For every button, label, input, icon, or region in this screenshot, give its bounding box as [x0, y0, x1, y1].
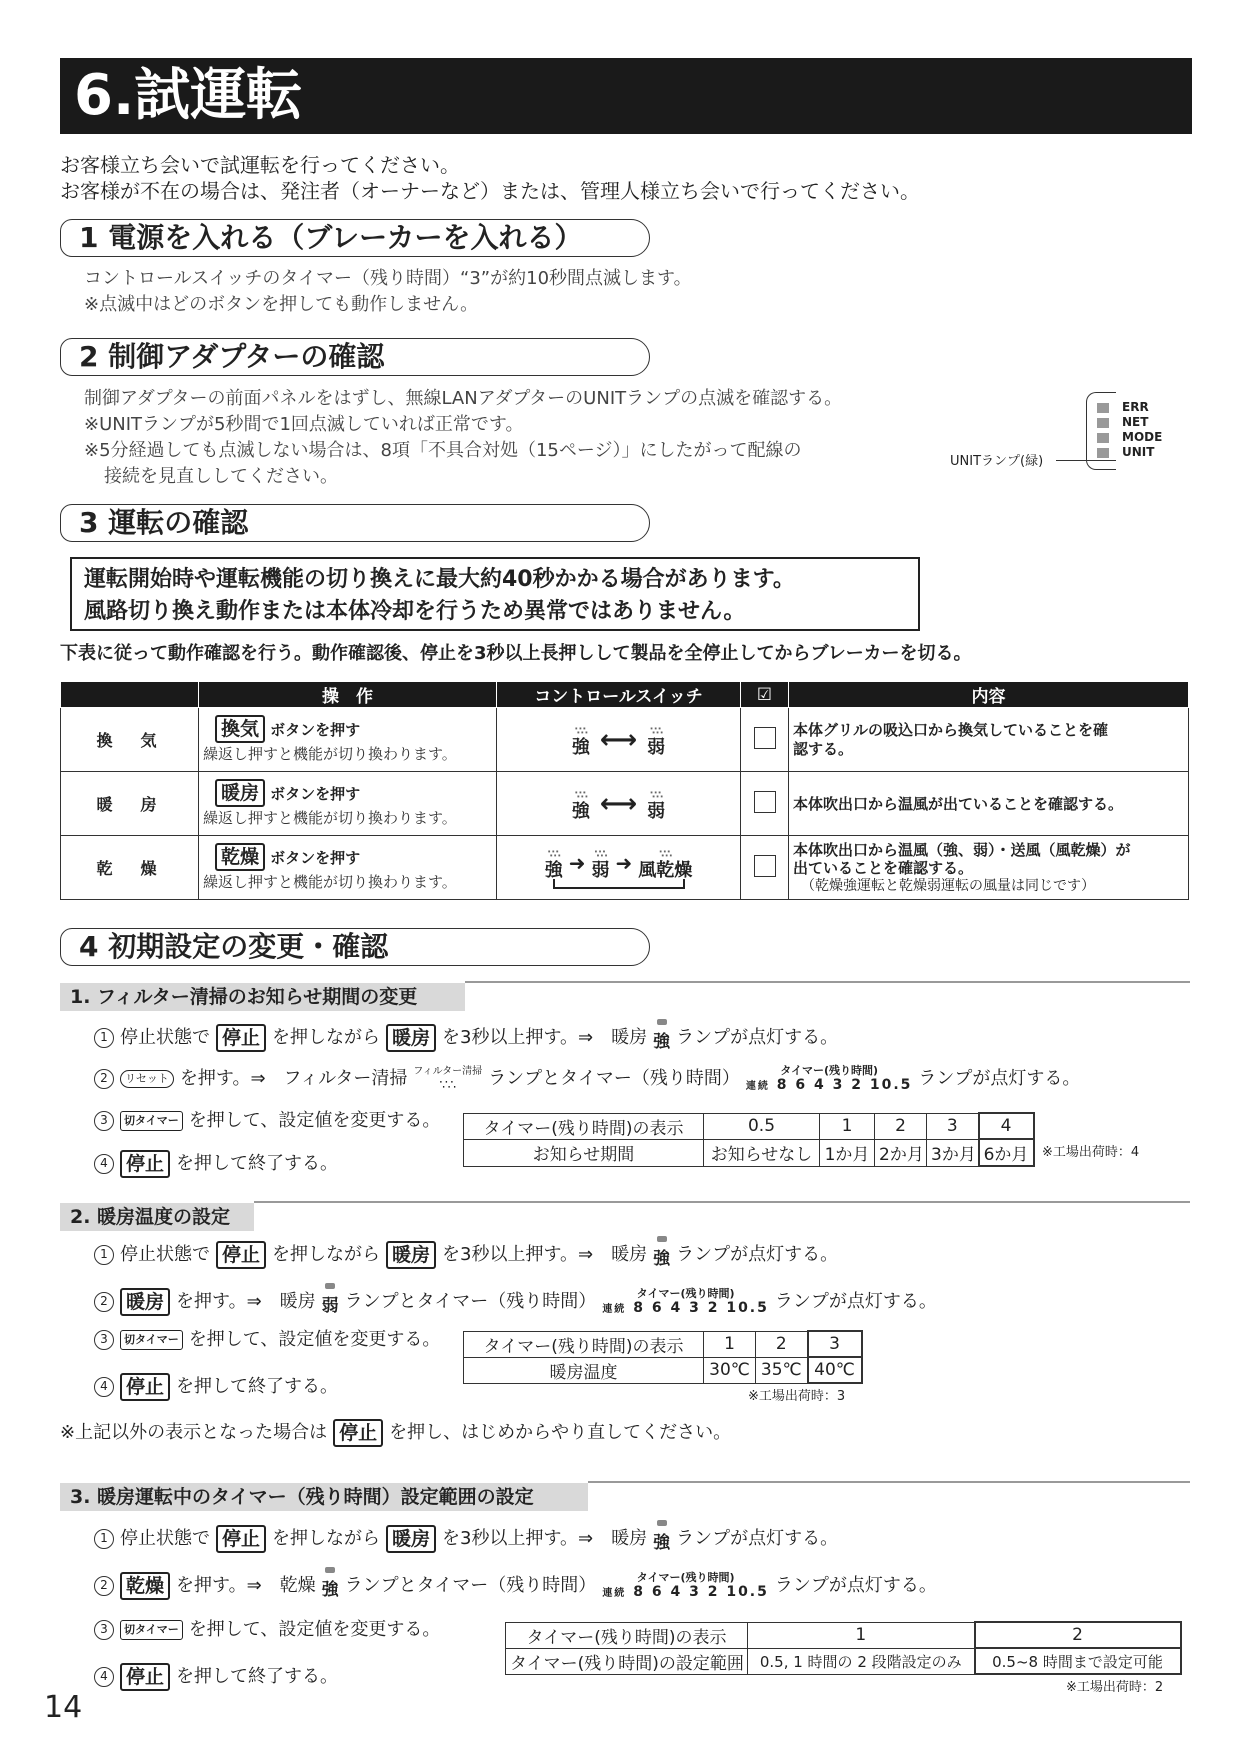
danbo-key-button[interactable]: 暖房: [215, 779, 265, 807]
step-text: を押す。⇒ 暖房: [176, 1291, 316, 1312]
push-label: ボタンを押す: [270, 785, 361, 803]
control-cell: [497, 836, 741, 900]
s2-line-3: ※5分経過しても点滅しない場合は、8項「不具合対処（15ページ）」にしたがって配線の: [84, 440, 802, 461]
operation-check-table: [60, 681, 1189, 900]
table-row: タイマー(残り時間)の表示 1 2 3: [464, 1331, 862, 1357]
check-cell: [741, 708, 789, 772]
step-number: 1: [94, 1245, 114, 1265]
sub3-heading: 3. 暖房運転中のタイマー（残り時間）設定範囲の設定: [60, 1483, 588, 1511]
danbo-button[interactable]: 暖房: [120, 1288, 170, 1316]
sub3-step-2: [94, 1567, 937, 1605]
intro-line-2: お客様が不在の場合は、発注者（オーナーなど）または、管理人様立ち会いで行ってください。: [60, 179, 920, 203]
danbo-button[interactable]: 暖房: [386, 1024, 436, 1052]
step-text: 停止状態で: [120, 1244, 210, 1265]
step-text: を押しながら: [272, 1244, 381, 1265]
section-4-heading: [60, 928, 650, 966]
lamp-strong-icon: ∵∴ 強: [571, 725, 590, 758]
lamp-weak-icon: 弱: [322, 1283, 339, 1321]
s2-line-4: 接続を見直ししてください。: [104, 466, 338, 487]
step-number: 3: [94, 1330, 114, 1350]
section-4-title: 初期設定の変更・確認: [108, 930, 389, 963]
mode-led: [1097, 433, 1109, 443]
stop-button[interactable]: 停止: [120, 1373, 170, 1401]
step-text: を押しながら: [272, 1528, 381, 1549]
s2-line-2: ※UNITランプが5秒間で1回点滅していれば正常です。: [84, 414, 524, 435]
sub2-step-3: [94, 1325, 440, 1355]
check-box[interactable]: [754, 727, 776, 749]
warning-line-2: 風路切り換え動作または本体冷却を行うため異常ではありません。: [84, 599, 746, 624]
repeat-note: 繰返し押すと機能が切り換わります。: [203, 745, 457, 763]
step-number: 2: [94, 1576, 114, 1596]
s3-instruction: 下表に従って動作確認を行う。動作確認後、停止を3秒以上長押しして製品を全停止してからブレーカーを切る。: [60, 643, 972, 664]
step-number: 1: [94, 1028, 114, 1048]
check-cell: [741, 772, 789, 836]
step-text: を押して終了する。: [176, 1666, 339, 1687]
note-text: ※上記以外の表示となった場合は: [60, 1422, 328, 1443]
table-row: タイマー(残り時間)の表示 0.5 1 2 3 4: [464, 1113, 1034, 1139]
sub1-step-1: [94, 1019, 838, 1057]
sub3-setting-table: [505, 1621, 1182, 1675]
stop-button[interactable]: 停止: [216, 1241, 266, 1269]
lamp-strong-icon: 強: [653, 1236, 670, 1274]
step-text: ランプが点灯する。: [918, 1068, 1081, 1089]
sub2-step-1: [94, 1236, 838, 1274]
row-label-kanso: 乾 燥: [61, 836, 199, 900]
step-text: ランプが点灯する。: [676, 1027, 839, 1048]
right-arrow-icon: ➜: [568, 850, 586, 875]
sub1-setting-table: [463, 1112, 1035, 1167]
table-row: [61, 708, 1189, 772]
lamp-fan-dry-icon: ∵∴ 風乾燥: [638, 848, 693, 881]
retry-note: [60, 1418, 731, 1448]
step-number: 4: [94, 1667, 114, 1687]
stop-button[interactable]: 停止: [216, 1525, 266, 1553]
step-text: ランプとタイマー（残り時間）: [344, 1291, 597, 1312]
header-control-switch: コントロールスイッチ: [497, 682, 741, 708]
content-line: 出ていることを確認する。: [793, 858, 974, 877]
lamp-weak-icon: ∵∴ 弱: [647, 725, 666, 758]
push-label: ボタンを押す: [270, 849, 361, 867]
filter-lamp-icon: フィルター清掃 ∵∴: [413, 1066, 483, 1093]
section-1-title: 電源を入れる（ブレーカーを入れる）: [108, 221, 583, 254]
table-row: タイマー(残り時間)の表示 1 2: [506, 1622, 1181, 1648]
step-text: を押して、設定値を変更する。: [188, 1619, 441, 1640]
sub3-step-3: [94, 1615, 440, 1645]
intro-line-1: お客様立ち会いで試運転を行ってください。: [60, 153, 460, 177]
double-arrow-icon: ⟷: [599, 788, 638, 819]
note-text: を押し、はじめからやり直してください。: [389, 1422, 732, 1443]
step-number: 3: [94, 1111, 114, 1131]
step-text: ランプが点灯する。: [676, 1528, 839, 1549]
check-box[interactable]: [754, 791, 776, 813]
step-text: ランプが点灯する。: [774, 1575, 937, 1596]
step-text: を押して、設定値を変更する。: [188, 1329, 441, 1350]
step-number: 4: [94, 1377, 114, 1397]
content-line: 本体吹出口から温風（強、弱）・送風（風乾燥）が: [793, 840, 1131, 859]
step-text: 停止状態で: [120, 1027, 210, 1048]
s1-line-2: ※点滅中はどのボタンを押しても動作しません。: [84, 294, 479, 315]
repeat-note: 繰返し押すと機能が切り換わります。: [203, 873, 457, 891]
table-row: 暖房温度 30℃ 35℃ 40℃: [464, 1357, 862, 1383]
net-led: [1097, 418, 1109, 428]
sub3-step-1: [94, 1520, 838, 1558]
repeat-note: 繰返し押すと機能が切り換わります。: [203, 809, 457, 827]
kiri-timer-button[interactable]: 切タイマー: [120, 1330, 183, 1350]
step-text: を押す。⇒ フィルター清掃: [179, 1068, 408, 1089]
sub2-rule: [254, 1201, 1190, 1203]
sub1-rule: [465, 981, 1190, 983]
lamp-strong-icon: ∵∴ 強: [571, 789, 590, 822]
control-cell: [497, 708, 741, 772]
indicator-mode: MODE: [1122, 430, 1163, 444]
section-1-heading: [60, 219, 650, 257]
kanso-key-button[interactable]: 乾燥: [215, 843, 265, 871]
step-text: を押して終了する。: [176, 1376, 339, 1397]
step-text: 停止状態で: [120, 1528, 210, 1549]
step-text: ランプとタイマー（残り時間）: [488, 1068, 740, 1089]
content-cell: [789, 708, 1189, 772]
sub2-setting-table: [463, 1330, 863, 1384]
stop-button[interactable]: 停止: [216, 1024, 266, 1052]
page-title: 6.試運転: [60, 58, 1192, 134]
lamp-weak-icon: ∵∴ 弱: [591, 848, 610, 881]
step-text: ランプが点灯する。: [774, 1291, 937, 1312]
section-2-heading: [60, 338, 650, 376]
sub2-heading: 2. 暖房温度の設定: [60, 1203, 254, 1231]
table-row: [61, 772, 1189, 836]
step-text: を押して終了する。: [176, 1153, 339, 1174]
lamp-weak-icon: ∵∴ 弱: [647, 789, 666, 822]
step-number: 4: [94, 1154, 114, 1174]
section-1-number: 1: [79, 221, 99, 254]
danbo-button[interactable]: 暖房: [386, 1241, 436, 1269]
table-header-row: [61, 682, 1189, 708]
section-3-heading: [60, 504, 650, 542]
step-text: を3秒以上押す。⇒ 暖房: [442, 1244, 648, 1265]
stop-button[interactable]: 停止: [333, 1419, 383, 1447]
push-label: ボタンを押す: [270, 721, 361, 739]
content-cell: [789, 836, 1189, 900]
lamp-strong-icon: 強: [653, 1520, 670, 1558]
sub1-heading: 1. フィルター清掃のお知らせ期間の変更: [60, 983, 465, 1011]
sub3-factory-default: ※工場出荷時：2: [1066, 1680, 1164, 1695]
page-number: 14: [44, 1690, 83, 1725]
control-cell: [497, 772, 741, 836]
content-cell: [789, 772, 1189, 836]
sub3-rule: [588, 1481, 1190, 1483]
timer-lamp-group: タイマー(残り時間) 連続 8 6 4 3 2 10.5: [745, 1064, 913, 1093]
sub2-step-4: [94, 1372, 338, 1402]
step-text: ランプが点灯する。: [676, 1244, 839, 1265]
header-content: 内容: [789, 682, 1189, 708]
content-note: （乾燥強運転と乾燥弱運転の風量は同じです）: [801, 877, 1095, 894]
danbo-button[interactable]: 暖房: [386, 1525, 436, 1553]
reset-button[interactable]: リセット: [120, 1070, 174, 1088]
step-number: 2: [94, 1069, 114, 1089]
kanso-button[interactable]: 乾燥: [120, 1572, 170, 1600]
content-line: 本体吹出口から温風が出ていることを確認する。: [793, 795, 1124, 813]
indicator-err: ERR: [1122, 400, 1149, 414]
header-blank: [61, 682, 199, 708]
sub1-factory-default: ※工場出荷時：4: [1042, 1145, 1140, 1160]
lamp-strong-icon: 強: [322, 1567, 339, 1605]
right-arrow-icon: ➜: [615, 850, 633, 875]
header-operation: 操 作: [199, 682, 497, 708]
sub1-step-2: [94, 1064, 1080, 1094]
operation-cell: [199, 708, 497, 772]
step-text: を押す。⇒ 乾燥: [176, 1575, 316, 1596]
step-text: を3秒以上押す。⇒ 暖房: [442, 1027, 648, 1048]
double-arrow-icon: ⟷: [599, 724, 638, 755]
header-check: ☑: [741, 682, 789, 708]
section-3-title: 運転の確認: [108, 506, 249, 539]
adapter-panel-illustration: [1086, 392, 1116, 470]
table-row: お知らせ期間 お知らせなし 1か月 2か月 3か月 6か月: [464, 1139, 1034, 1166]
sub1-step-3: [94, 1106, 440, 1136]
kiri-timer-button[interactable]: 切タイマー: [120, 1111, 183, 1131]
row-label-danbo: 暖 房: [61, 772, 199, 836]
timer-lamp-group: タイマー(残り時間) 連続 8 6 4 3 2 10.5: [602, 1571, 769, 1600]
section-3-number: 3: [79, 506, 99, 539]
row-label-kanki: 換 気: [61, 708, 199, 772]
unit-lamp-label: UNITランプ(緑): [950, 454, 1044, 469]
s2-line-1: 制御アダプターの前面パネルをはずし、無線LANアダプターのUNITランプの点滅を確認する。: [84, 388, 843, 409]
step-number: 3: [94, 1620, 114, 1640]
kanki-key-button[interactable]: 換気: [215, 715, 265, 743]
section-2-title: 制御アダプターの確認: [108, 340, 385, 373]
content-line: 本体グリルの吸込口から換気していることを確: [793, 720, 1109, 739]
lamp-strong-icon: 強: [653, 1019, 670, 1057]
section-4-number: 4: [79, 930, 99, 963]
step-number: 1: [94, 1529, 114, 1549]
kiri-timer-button[interactable]: 切タイマー: [120, 1620, 183, 1640]
timer-lamp-group: タイマー(残り時間) 連続 8 6 4 3 2 10.5: [602, 1287, 769, 1316]
stop-button[interactable]: 停止: [120, 1150, 170, 1178]
sub2-step-2: [94, 1283, 937, 1321]
step-text: を押しながら: [272, 1027, 381, 1048]
section-2-number: 2: [79, 340, 99, 373]
err-led: [1097, 403, 1109, 413]
lamp-strong-icon: ∵∴ 強: [544, 848, 563, 881]
adapter-indicator-labels: [1122, 400, 1162, 460]
operation-cell: [199, 772, 497, 836]
sub2-factory-default: ※工場出荷時：3: [748, 1389, 846, 1404]
step-text: を押して、設定値を変更する。: [188, 1110, 441, 1131]
operation-cell: [199, 836, 497, 900]
content-line: 認する。: [793, 739, 854, 758]
check-cell: [741, 836, 789, 900]
unit-led: [1097, 448, 1109, 458]
s1-line-1: コントロールスイッチのタイマー（残り時間）“3”が約10秒間点滅します。: [84, 268, 692, 289]
step-text: を3秒以上押す。⇒ 暖房: [442, 1528, 648, 1549]
indicator-net: NET: [1122, 415, 1149, 429]
table-row: タイマー(残り時間)の設定範囲 0.5, 1 時間の 2 段階設定のみ 0.5~8 時間まで設定可能: [506, 1648, 1181, 1674]
step-number: 2: [94, 1292, 114, 1312]
stop-button[interactable]: 停止: [120, 1663, 170, 1691]
sub3-step-4: [94, 1662, 338, 1692]
warning-box: [70, 557, 920, 631]
step-text: ランプとタイマー（残り時間）: [344, 1575, 597, 1596]
indicator-unit: UNIT: [1122, 445, 1155, 459]
warning-line-1: 運転開始時や運転機能の切り換えに最大約40秒かかる場合があります。: [84, 567, 795, 592]
check-box[interactable]: [754, 855, 776, 877]
sub1-step-4: [94, 1149, 338, 1179]
table-row: [61, 836, 1189, 900]
